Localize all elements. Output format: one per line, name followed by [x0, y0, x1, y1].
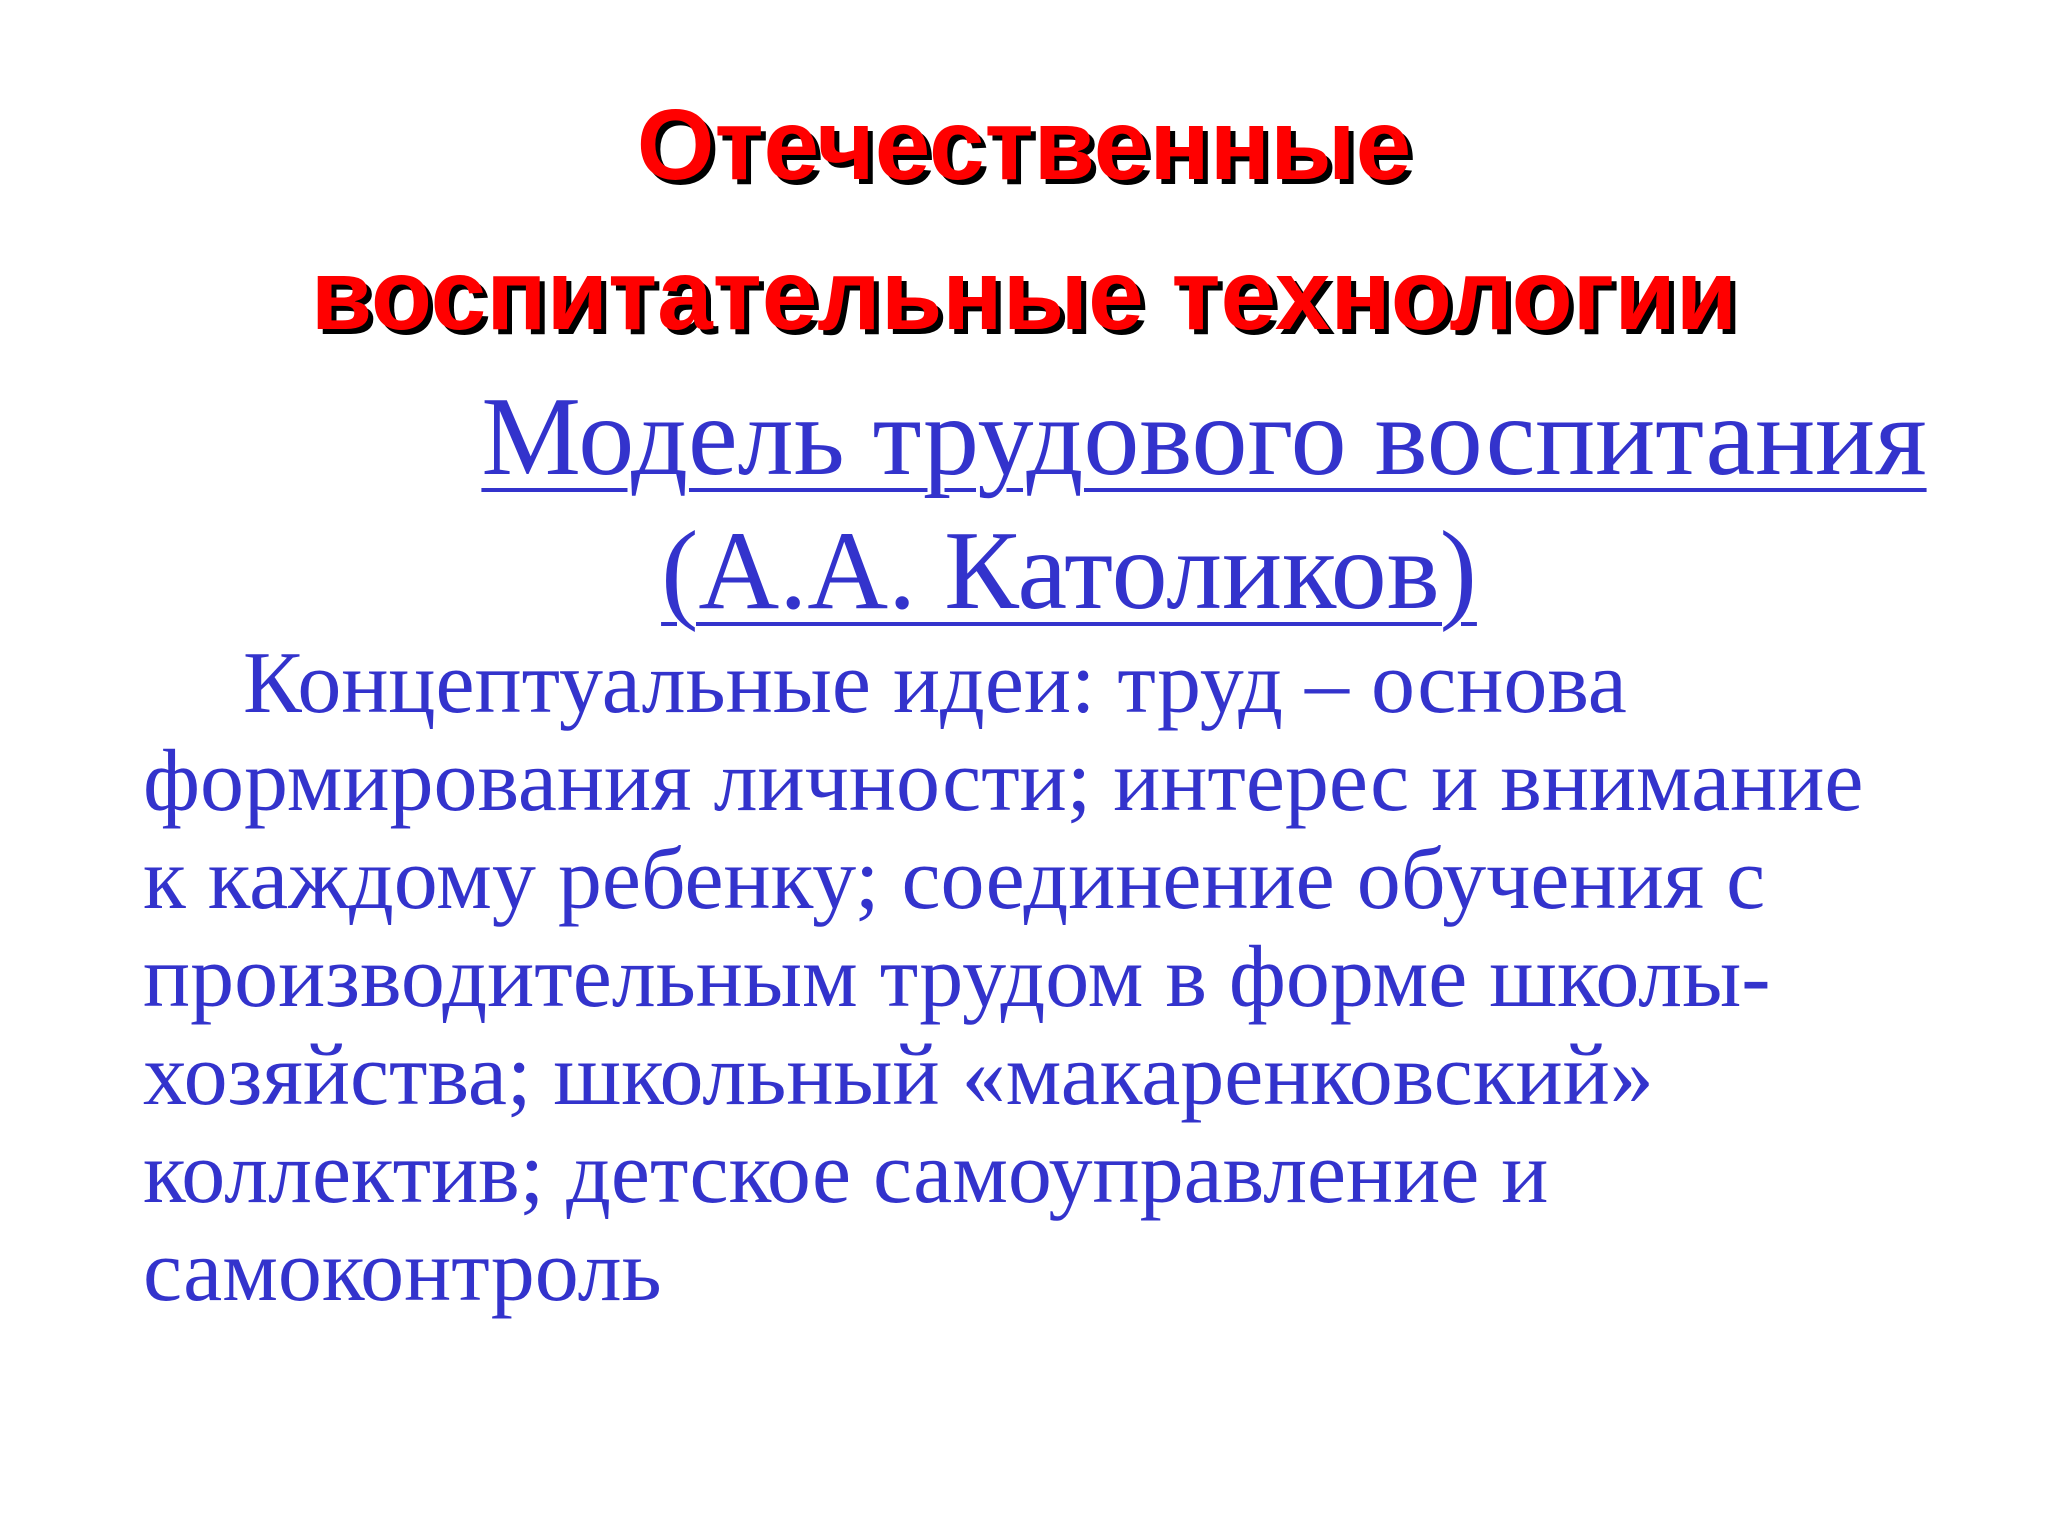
slide-title [0, 70, 2048, 370]
body-line: к каждому ребенку; соединение обучения с [143, 831, 1766, 928]
slide-subtitle [0, 370, 2048, 638]
body-line: коллектив; детское самоуправление и [143, 1125, 1549, 1222]
subtitle-line-2: (А.А. Католиков) [661, 509, 1477, 633]
body-line: хозяйства; школьный «макаренковский» [143, 1027, 1654, 1124]
body-line: самоконтроль [143, 1223, 662, 1320]
body-line: формирования личности; интерес и внимание [143, 733, 1864, 830]
slide-title-line-2: воспитательные технологии [310, 239, 1738, 351]
body-line: Концептуальные идеи: труд – основа [243, 635, 1627, 732]
subtitle-line-1: Модель трудового воспитания [481, 375, 1927, 499]
slide-title-line-1: Отечественные [636, 89, 1412, 201]
body-line: производительным трудом в форме школы- [143, 929, 1771, 1026]
body-paragraph [143, 635, 1943, 1321]
